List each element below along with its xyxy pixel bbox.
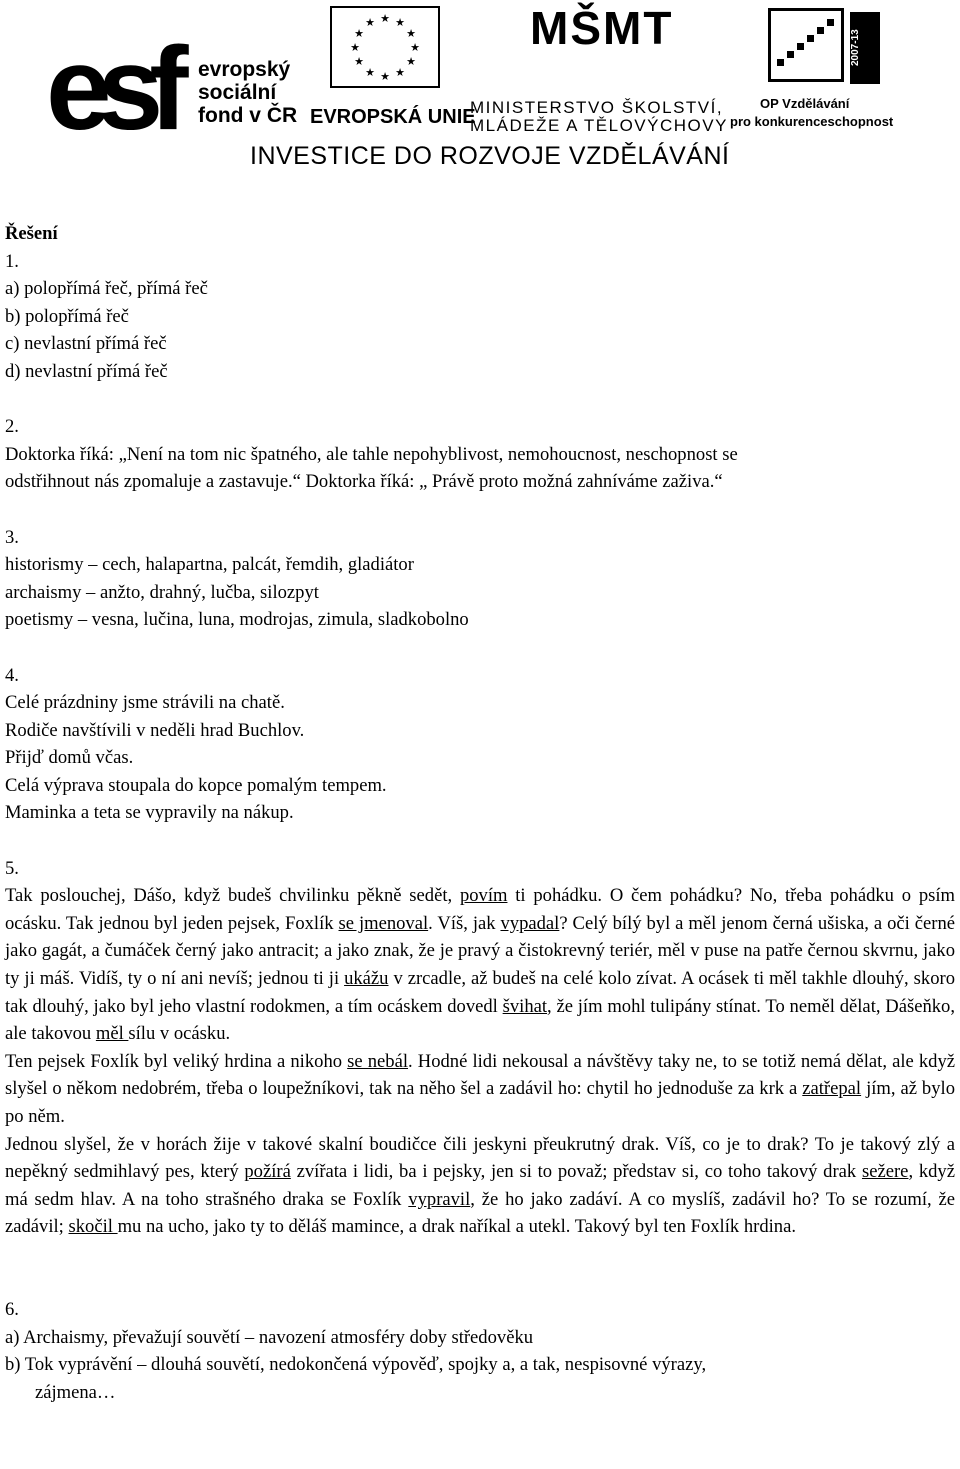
answer-6b: b) Tok vyprávění – dlouhá souvětí, nedokončená výpověď, spojky a, a tak, nespisovné výrazy, <box>5 1354 707 1376</box>
text-run: Tak poslouchej, Dášo, když budeš chvilinku pěkně sedět, <box>5 885 460 907</box>
op-year: 2007-13 <box>850 12 880 84</box>
answer-5-paragraph-3 <box>5 1131 955 1241</box>
underlined-verb: švihat <box>502 995 548 1017</box>
text-run: . Víš, jak <box>428 912 501 934</box>
document-title: Řešení <box>5 223 58 244</box>
text-run: , že ho jako zadáví. A co myslíš, zadávil ho? To se rozumí, že zadávil; <box>5 1188 956 1238</box>
text-run: ti pohádku. O čem pohádku? No, třeba pohádku o psím ocásku. Tak jednou byl jeden pejsek, Foxlík <box>5 885 955 934</box>
underlined-verb: se nebál <box>347 1050 409 1072</box>
document-body <box>5 220 955 1407</box>
answer-5-paragraph-1 <box>5 882 955 1048</box>
op-subtitle: pro konkurenceschopnost <box>730 114 894 129</box>
esf-text-line: fond v ČR <box>198 104 298 127</box>
answer-2-line1: Doktorka říká: „Není na tom nic špatného, ale tahle nepohyblivost, nemohoucnost, neschopnost se <box>5 443 738 465</box>
underlined-verb: vypadal <box>500 912 560 934</box>
svg-text:★: ★ <box>354 55 364 68</box>
answer-4-line: Přijď domů včas. <box>5 747 134 769</box>
text-run: , že jím mohl tulipány stínat. To neměl dělat, Dášeňko, ale takovou <box>5 995 955 1045</box>
answer-3-archaismy: archaismy – anžto, drahný, lučba, silozpyt <box>5 581 319 603</box>
answer-1c: c) nevlastní přímá řeč <box>5 333 167 355</box>
section-1-number: 1. <box>5 250 19 272</box>
underlined-verb: vypravil <box>408 1188 471 1210</box>
svg-text:★: ★ <box>354 27 364 40</box>
svg-text:★: ★ <box>406 55 416 68</box>
esf-text-line: evropský <box>198 58 291 81</box>
answer-4-line: Maminka a teta se vypravily na nákup. <box>5 802 294 824</box>
msmt-name-line2: MLÁDEŽE A TĚLOVÝCHOVY <box>470 116 728 135</box>
answer-4-line: Rodiče navštívili v neděli hrad Buchlov. <box>5 719 305 741</box>
answer-3-historismy: historismy – cech, halapartna, palcát, řemdih, gladiátor <box>5 554 414 576</box>
text-run: Ten pejsek Foxlík byl veliký hrdina a nikoho <box>5 1050 348 1072</box>
text-run: zvířata i lidi, ba i pejsky, jen si to považ; představ si, co toho takový drak <box>290 1161 862 1183</box>
section-4-number: 4. <box>5 664 19 686</box>
section-6-number: 6. <box>5 1299 19 1321</box>
msmt-logo <box>470 2 728 136</box>
svg-text:★: ★ <box>406 27 416 40</box>
answer-1a: a) polopřímá řeč, přímá řeč <box>5 278 208 300</box>
answer-5-paragraph-2 <box>5 1048 955 1131</box>
answer-4-line: Celá výprava stoupala do kopce pomalým tempem. <box>5 774 387 796</box>
text-run: ? Celý bílý byl a měl jenom černá ušiska, a oči černé jako gagát, a čumáček černý jako antracit; a jako znak, že je pravý a čistokrevný teriér, měl v puse na patře černou skvrnu, jako ty ji máš. Vidíš, ty o ní ani nevíš; jednou ti ji <box>5 912 955 990</box>
underlined-verb: zatřepal <box>802 1078 862 1100</box>
svg-text:★: ★ <box>380 70 390 83</box>
eu-flag-icon <box>330 6 440 88</box>
answer-2-line2: odstřihnout nás zpomaluje a zastavuje.“ Doktorka říká: „ Právě proto možná zahníváme zaživa.“ <box>5 471 723 493</box>
section-2-number: 2. <box>5 416 19 438</box>
op-title: OP Vzdělávání <box>760 96 850 111</box>
section-3-number: 3. <box>5 526 19 548</box>
header-logos <box>0 0 960 180</box>
text-run: Jednou slyšel, že v horách žije v takové skalní boudičce čili jeskyni přeukrutný drak. Víš, co je to drak? To je takový zlý a nepěkný sedmihlavý pes, který <box>5 1133 955 1183</box>
text-run: mu na ucho, jako ty to děláš mamince, a drak naříkal a utekl. Takový byl ten Foxlík hrdina. <box>117 1216 796 1238</box>
answer-1d: d) nevlastní přímá řeč <box>5 360 168 382</box>
underlined-verb: požírá <box>244 1161 291 1183</box>
underlined-verb: měl <box>95 1023 129 1045</box>
msmt-logo-mark: MŠMT <box>530 2 674 54</box>
text-run: , když má sedm hlav. A na toho strašného draka se Foxlík <box>5 1161 955 1210</box>
svg-text:★: ★ <box>395 16 405 29</box>
answer-6a: a) Archaismy, převažují souvětí – navození atmosféry doby středověku <box>5 1326 534 1348</box>
text-run: sílu v ocásku. <box>128 1023 231 1045</box>
text-run: jím, až bylo po něm. <box>5 1078 955 1127</box>
eu-label: EVROPSKÁ UNIE <box>310 106 476 128</box>
op-square-icon <box>768 8 844 82</box>
answer-4-line: Celé prázdniny jsme strávili na chatě. <box>5 692 285 714</box>
esf-logo <box>46 23 175 155</box>
underlined-verb: ukážu <box>344 968 389 990</box>
msmt-name-line1: MINISTERSTVO ŠKOLSTVÍ, <box>470 98 724 117</box>
svg-text:★: ★ <box>410 41 420 54</box>
section-5-number: 5. <box>5 857 19 879</box>
svg-text:★: ★ <box>365 66 375 79</box>
underlined-verb: skočil <box>68 1216 118 1238</box>
investice-banner: INVESTICE DO ROZVOJE VZDĚLÁVÁNÍ <box>250 142 730 170</box>
esf-text <box>198 58 297 127</box>
svg-text:★: ★ <box>380 12 390 25</box>
svg-text:★: ★ <box>395 66 405 79</box>
op-logo <box>730 4 894 134</box>
esf-text-line: sociální <box>198 81 277 104</box>
eu-logo <box>310 6 476 128</box>
esf-logo-mark: esf <box>46 23 175 155</box>
answer-6b-continuation: zájmena… <box>35 1381 116 1403</box>
underlined-verb: sežere <box>861 1161 909 1183</box>
svg-text:★: ★ <box>350 41 360 54</box>
svg-text:★: ★ <box>365 16 375 29</box>
text-run: . Hodné lidi nekousal a návštěvy taky ne, to se totiž nemá dělat, ale když slyšel o někom nedobrém, třeba o loupežníkovi, tak na něho šel a zadávil ho: chytil ho jednoduše za krk a <box>5 1050 955 1100</box>
answer-3-poetismy: poetismy – vesna, lučina, luna, modrojas, zimula, sladkobolno <box>5 609 469 631</box>
underlined-verb: se jmenoval <box>338 912 429 934</box>
text-run: v zrcadle, až budeš na celé kolo zívat. A ocásek ti měl takhle dlouhý, skoro tak dlouhý, jako byl jeho vlastní rodokmen, a tím ocáskem dovedl <box>5 968 955 1017</box>
underlined-verb: povím <box>459 885 508 907</box>
answer-1b: b) polopřímá řeč <box>5 305 129 327</box>
